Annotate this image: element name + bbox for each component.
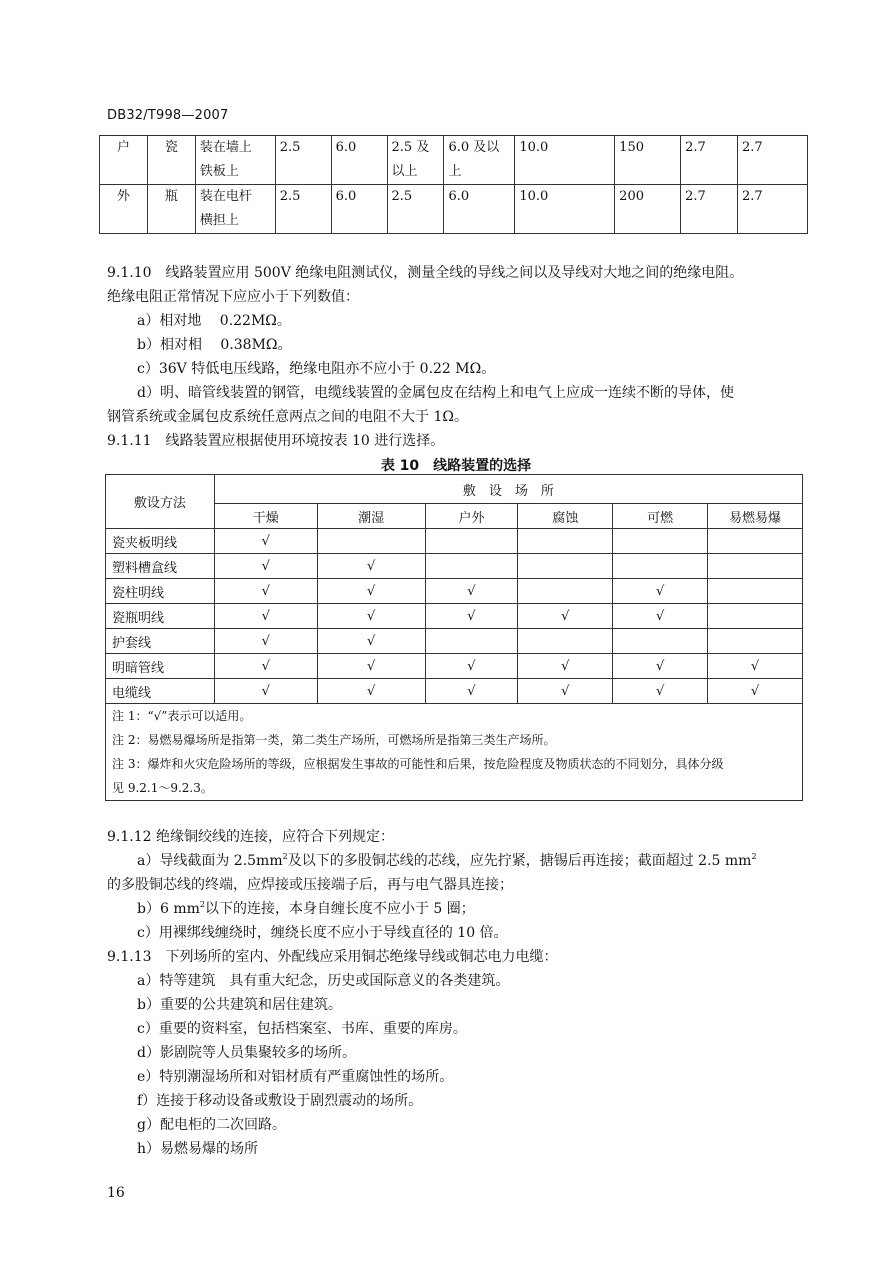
table-cell: 瓷 bbox=[147, 136, 195, 185]
row-method-label: 瓷瓶明线 bbox=[106, 604, 215, 629]
column-header: 户外 bbox=[425, 504, 518, 529]
clause-9-1-10-line1: 9.1.10 线路装置应用 500V 绝缘电阻测试仪，测量全线的导线之间以及导线对大地之间的绝缘电阻。 bbox=[107, 265, 744, 281]
table-note: 见 9.2.1～9.2.3。 bbox=[112, 781, 213, 795]
table-cell: 2.5 bbox=[275, 185, 331, 234]
list-item-continuation: 的多股铜芯线的终端，应焊接或压接端子后，再与电气器具连接； bbox=[107, 877, 513, 893]
check-mark-cell: √ bbox=[317, 654, 425, 679]
check-mark-cell: √ bbox=[214, 629, 317, 654]
top-continuation-table bbox=[99, 135, 808, 234]
row-method-label: 护套线 bbox=[106, 629, 215, 654]
clause-9-1-12: 9.1.12 绝缘铜绞线的连接，应符合下列规定： bbox=[107, 829, 394, 845]
list-item: g）配电柜的二次回路。 bbox=[137, 1117, 286, 1133]
list-item-continuation: 钢管系统或金属包皮系统任意两点之间的电阻不大于 1Ω。 bbox=[107, 409, 468, 425]
table-row bbox=[106, 529, 803, 554]
check-mark-cell bbox=[613, 554, 708, 579]
table-cell: 装在电杆 横担上 bbox=[195, 185, 275, 234]
check-mark-cell: √ bbox=[518, 654, 613, 679]
check-mark-cell: √ bbox=[214, 654, 317, 679]
table-row bbox=[106, 629, 803, 654]
table-cell: 6.0 bbox=[444, 185, 515, 234]
table-row bbox=[106, 579, 803, 604]
check-mark-cell: √ bbox=[214, 679, 317, 704]
list-item: b）6 $mm^2$以下的连接，本身自缠长度不应小于 5 圈； bbox=[137, 900, 475, 917]
table-cell: 2.5 bbox=[387, 185, 444, 234]
table-cell: 2.7 bbox=[681, 136, 738, 185]
column-header: 腐蚀 bbox=[518, 504, 613, 529]
table-row bbox=[100, 136, 808, 185]
check-mark-cell bbox=[708, 529, 803, 554]
list-item: c）36V 特低电压线路，绝缘电阻亦不应小于 0.22 MΩ。 bbox=[137, 361, 496, 377]
table-cell: 户 bbox=[100, 136, 148, 185]
table-cell: 2.5 bbox=[275, 136, 331, 185]
column-header: 易燃易爆 bbox=[708, 504, 803, 529]
check-mark-cell: √ bbox=[613, 679, 708, 704]
check-mark-cell: √ bbox=[708, 654, 803, 679]
table-caption: 表 10 线路装置的选择 bbox=[380, 458, 532, 474]
column-header: 潮湿 bbox=[317, 504, 425, 529]
check-mark-cell: √ bbox=[708, 679, 803, 704]
check-mark-cell: √ bbox=[214, 554, 317, 579]
check-mark-cell: √ bbox=[214, 529, 317, 554]
list-item: a）特等建筑 具有重大纪念，历史或国际意义的各类建筑。 bbox=[137, 973, 510, 989]
check-mark-cell bbox=[708, 604, 803, 629]
check-mark-cell bbox=[708, 579, 803, 604]
list-item: d）明、暗管线装置的钢管，电缆线装置的金属包皮在结构上和电气上应成一连续不断的导体，使 bbox=[137, 385, 734, 401]
check-mark-cell: √ bbox=[425, 654, 518, 679]
check-mark-cell: √ bbox=[214, 579, 317, 604]
check-mark-cell bbox=[518, 529, 613, 554]
check-mark-cell bbox=[518, 554, 613, 579]
check-mark-cell bbox=[317, 529, 425, 554]
row-method-label: 瓷柱明线 bbox=[106, 579, 215, 604]
table-row bbox=[106, 604, 803, 629]
check-mark-cell: √ bbox=[317, 554, 425, 579]
row-method-label: 塑料槽盒线 bbox=[106, 554, 215, 579]
table-cell: 10.0 bbox=[515, 136, 615, 185]
table-cell: 150 bbox=[615, 136, 681, 185]
table-row bbox=[100, 185, 808, 234]
check-mark-cell: √ bbox=[317, 629, 425, 654]
table-note: 注 1：“√”表示可以适用。 bbox=[112, 709, 252, 723]
table-row bbox=[106, 554, 803, 579]
table-cell: 10.0 bbox=[515, 185, 615, 234]
table-cell: 6.0 及以 上 bbox=[444, 136, 515, 185]
list-item: b）相对相 0.38MΩ。 bbox=[137, 337, 292, 353]
check-mark-cell: √ bbox=[518, 679, 613, 704]
check-mark-cell: √ bbox=[425, 579, 518, 604]
list-item: f）连接于移动设备或敷设于剧烈震动的场所。 bbox=[137, 1093, 423, 1109]
table-note: 注 2：易燃易爆场所是指第一类，第二类生产场所，可燃场所是指第三类生产场所。 bbox=[112, 733, 556, 747]
check-mark-cell bbox=[518, 579, 613, 604]
page-number: 16 bbox=[107, 1185, 125, 1201]
table-header-row bbox=[106, 475, 803, 504]
column-header: 可燃 bbox=[613, 504, 708, 529]
row-method-label: 瓷夹板明线 bbox=[106, 529, 215, 554]
check-mark-cell: √ bbox=[317, 579, 425, 604]
list-item: b）重要的公共建筑和居住建筑。 bbox=[137, 997, 342, 1013]
check-mark-cell: √ bbox=[317, 604, 425, 629]
check-mark-cell bbox=[425, 529, 518, 554]
column-header: 干燥 bbox=[214, 504, 317, 529]
check-mark-cell: √ bbox=[518, 604, 613, 629]
list-item: c）用裸绑线缠绕时，缠绕长度不应小于导线直径的 10 倍。 bbox=[137, 925, 508, 941]
table-notes-row bbox=[106, 704, 803, 801]
list-item: d）影剧院等人员集聚较多的场所。 bbox=[137, 1045, 356, 1061]
method-header: 敷设方法 bbox=[106, 475, 215, 529]
check-mark-cell bbox=[425, 554, 518, 579]
check-mark-cell: √ bbox=[425, 604, 518, 629]
table-cell: 2.5 及 以上 bbox=[387, 136, 444, 185]
table-cell: 2.7 bbox=[738, 136, 808, 185]
row-method-label: 电缆线 bbox=[106, 679, 215, 704]
check-mark-cell bbox=[425, 629, 518, 654]
clause-9-1-13: 9.1.13 下列场所的室内、外配线应采用铜芯绝缘导线或铜芯电力电缆： bbox=[107, 949, 558, 965]
list-item: h）易燃易爆的场所 bbox=[137, 1141, 259, 1157]
table-cell: 6.0 bbox=[331, 136, 387, 185]
check-mark-cell bbox=[708, 554, 803, 579]
table-cell: 瓶 bbox=[147, 185, 195, 234]
place-header: 敷 设 场 所 bbox=[214, 475, 802, 504]
check-mark-cell bbox=[613, 629, 708, 654]
table-cell: 200 bbox=[615, 185, 681, 234]
list-item: a）相对地 0.22MΩ。 bbox=[137, 313, 291, 329]
check-mark-cell: √ bbox=[613, 579, 708, 604]
list-item: a）导线截面为 $2.5mm^2$及以下的多股铜芯线的芯线，应先拧紧，搪锡后再连接；截面超过 2.5 $mm^2$ bbox=[137, 852, 757, 869]
clause-9-1-11: 9.1.11 线路装置应根据使用环境按表 10 进行选择。 bbox=[107, 433, 445, 449]
check-mark-cell: √ bbox=[214, 604, 317, 629]
table-cell: 2.7 bbox=[681, 185, 738, 234]
table-row bbox=[106, 679, 803, 704]
table-cell: 装在墙上 铁板上 bbox=[195, 136, 275, 185]
clause-9-1-10-line2: 绝缘电阻正常情况下应应小于下列数值： bbox=[107, 289, 359, 305]
table-cell: 外 bbox=[100, 185, 148, 234]
document-code: DB32/T998—2007 bbox=[107, 108, 229, 123]
wiring-selection-table bbox=[105, 474, 803, 801]
row-method-label: 明暗管线 bbox=[106, 654, 215, 679]
check-mark-cell bbox=[518, 629, 613, 654]
check-mark-cell: √ bbox=[613, 604, 708, 629]
check-mark-cell: √ bbox=[317, 679, 425, 704]
check-mark-cell bbox=[708, 629, 803, 654]
list-item: e）特别潮湿场所和对铝材质有严重腐蚀性的场所。 bbox=[137, 1069, 454, 1085]
check-mark-cell bbox=[613, 529, 708, 554]
table-cell: 6.0 bbox=[331, 185, 387, 234]
check-mark-cell: √ bbox=[613, 654, 708, 679]
table-cell: 2.7 bbox=[738, 185, 808, 234]
table-note: 注 3：爆炸和火灾危险场所的等级，应根据发生事故的可能性和后果，按危险程度及物质状态的不同划分，具体分级 bbox=[112, 757, 724, 771]
table-row bbox=[106, 654, 803, 679]
table-notes bbox=[106, 704, 803, 801]
check-mark-cell: √ bbox=[425, 679, 518, 704]
list-item: c）重要的资料室，包括档案室、书库、重要的库房。 bbox=[137, 1021, 467, 1037]
